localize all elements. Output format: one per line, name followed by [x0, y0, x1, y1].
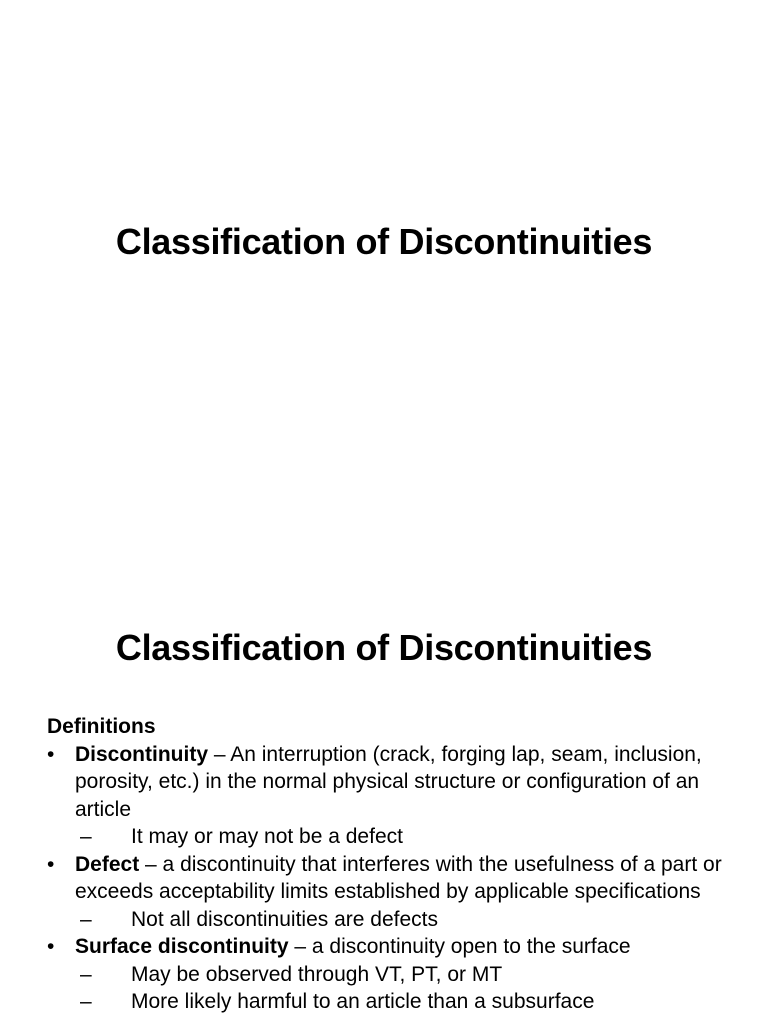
- bullet-item: [47, 851, 747, 906]
- sub-bullet-text: It may or may not be a defect: [131, 825, 403, 848]
- definition-text: – a discontinuity that interferes with the usefulness of a part or exceeds acceptability limits established by applicable specifications: [75, 852, 722, 903]
- slide-body: [47, 713, 747, 1016]
- sub-bullet-text: May be observed through VT, PT, or MT: [131, 962, 503, 986]
- term: Defect: [75, 852, 140, 876]
- bullet-marker: •: [47, 935, 55, 958]
- definition-text: – a discontinuity open to the surface: [288, 935, 631, 958]
- sub-bullet-text: Not all discontinuities are defects: [131, 907, 438, 931]
- slide-title: Classification of Discontinuities: [115, 221, 653, 262]
- bullet-item: [47, 741, 747, 824]
- dash-marker: –: [80, 962, 92, 986]
- bullet-item: [47, 933, 747, 961]
- dash-marker: –: [80, 825, 92, 848]
- slide-title: Classification of Discontinuities: [115, 627, 653, 668]
- term: Surface discontinuity: [75, 935, 289, 958]
- sub-bullet-item-partial: [47, 988, 747, 1016]
- section-heading: Definitions: [47, 715, 156, 738]
- sub-bullet-item: [47, 906, 747, 934]
- definition-text: – An interruption (crack, forging lap, seam, inclusion, porosity, etc.) in the normal physical structure or configuration of an article: [75, 742, 702, 821]
- dash-marker: –: [80, 990, 92, 1013]
- term: Discontinuity: [75, 742, 209, 766]
- sub-bullet-item: [47, 823, 747, 851]
- sub-bullet-text: More likely harmful to an article than a subsurface: [131, 990, 595, 1013]
- dash-marker: –: [80, 907, 92, 931]
- bullet-marker: •: [47, 852, 55, 876]
- bullet-marker: •: [47, 742, 55, 766]
- sub-bullet-item: [47, 961, 747, 989]
